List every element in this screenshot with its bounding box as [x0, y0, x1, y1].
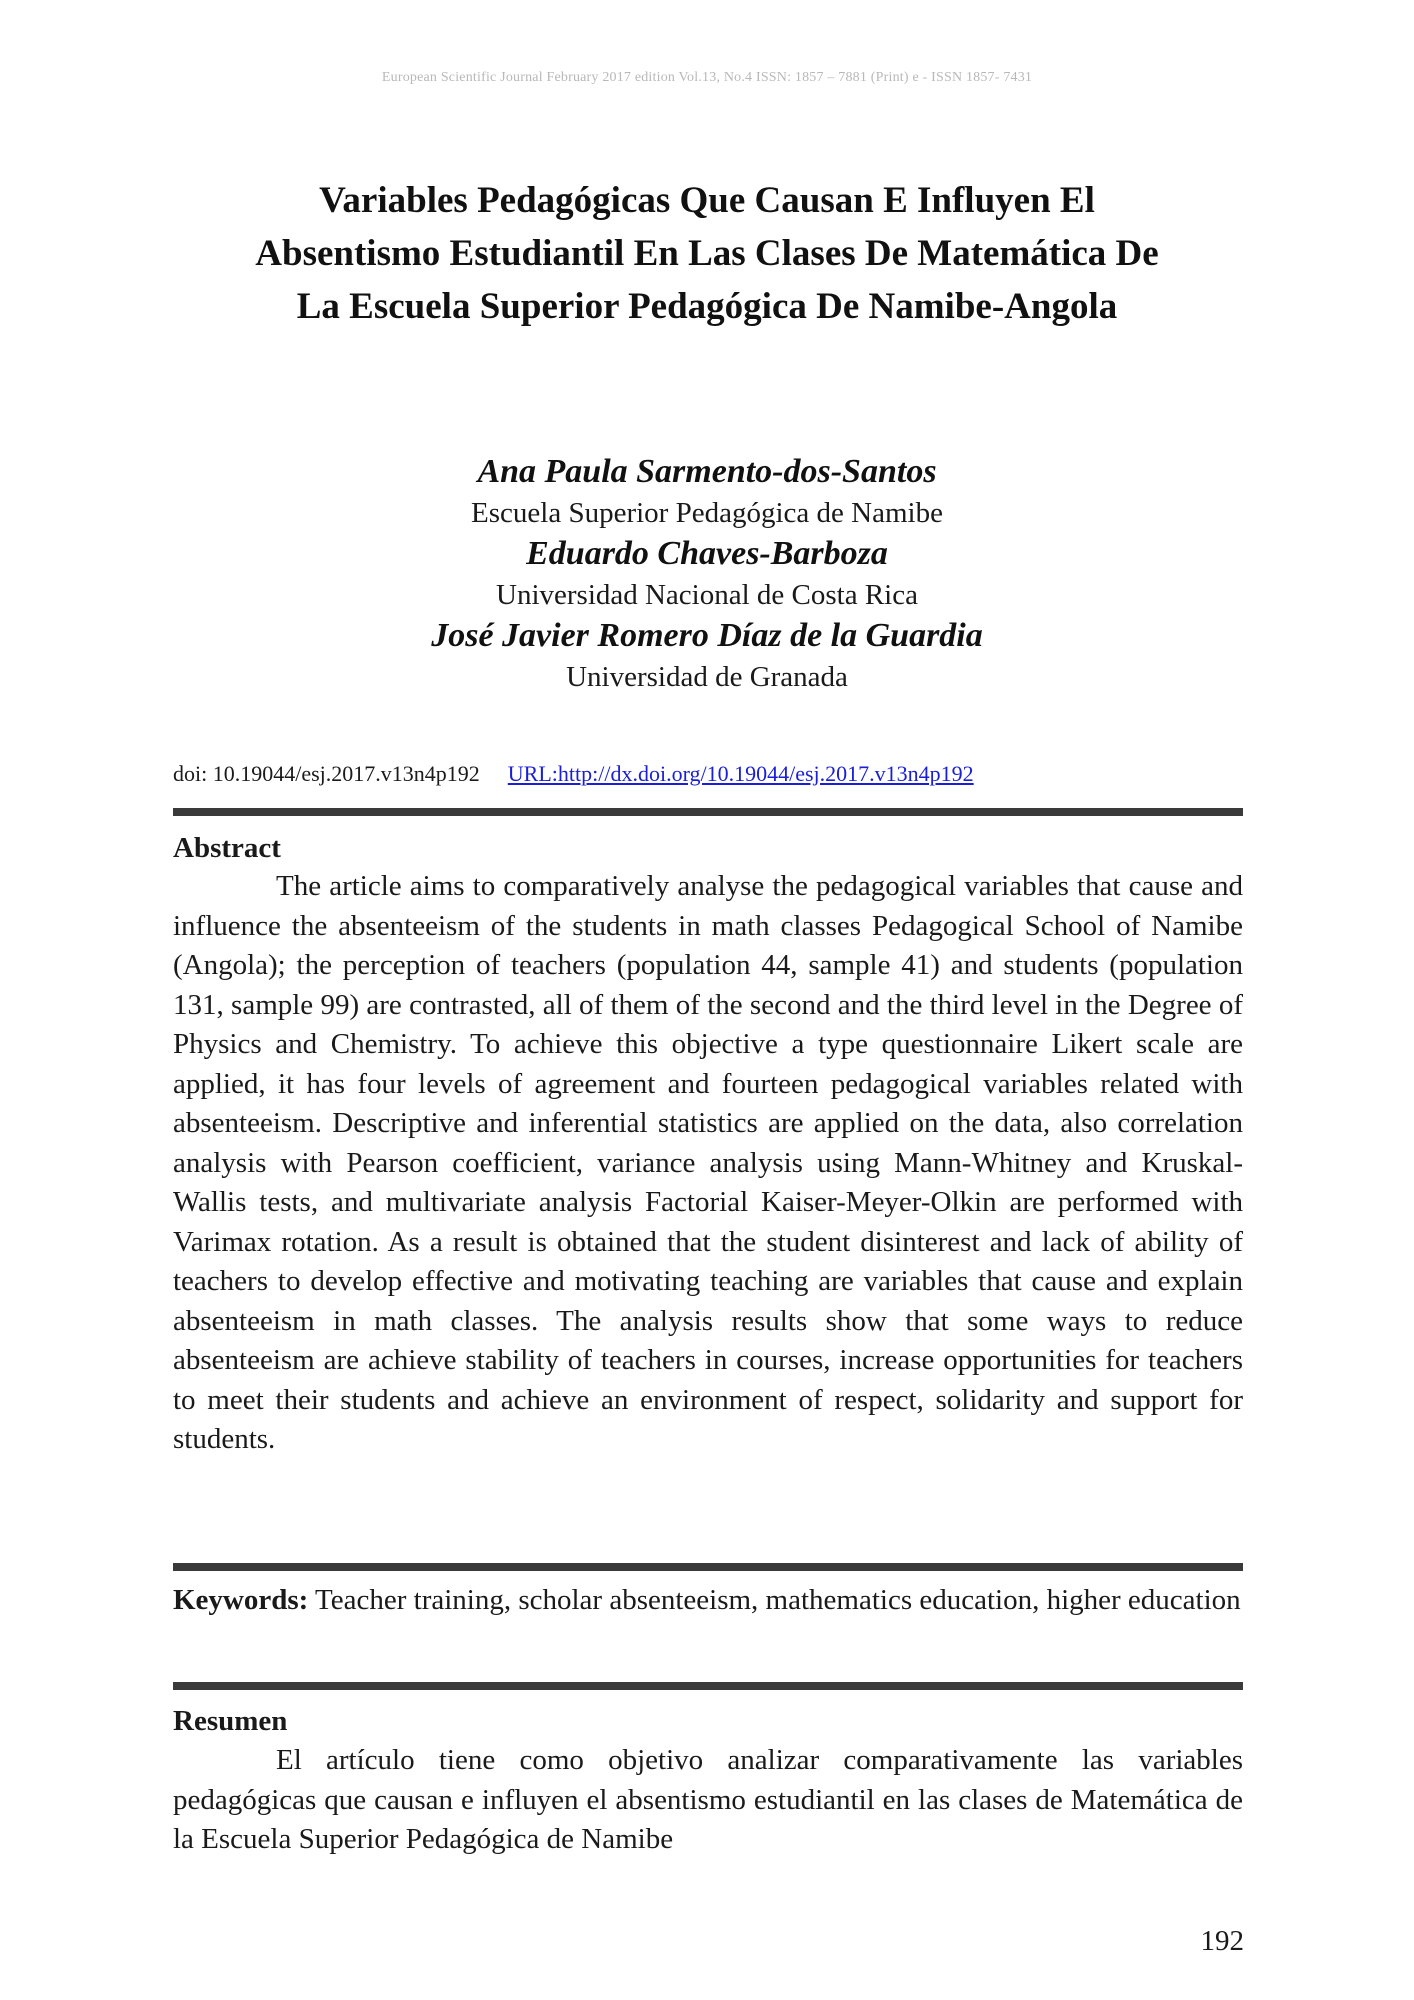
author-affiliation: Universidad Nacional de Costa Rica — [496, 579, 918, 611]
title-line-2: Absentismo Estudiantil En Las Clases De Matemática De — [255, 233, 1159, 274]
running-header: European Scientific Journal February 2017 edition Vol.13, No.4 ISSN: 1857 – 7881 (Print) e - ISSN 1857- 7431 — [381, 70, 1033, 85]
title-line-3: La Escuela Superior Pedagógica De Namibe-Angola — [296, 286, 1118, 327]
abstract-text: The article aims to comparatively analyse the pedagogical variables that cause and influence the absenteeism of the students in math classes Pedagogical School of Namibe (Angola); the perception of teachers (population 44, sample 41) and students (population 131, sample 99) are contrasted, all of them of the second and the third level in the Degree of Physics and Chemistry. To achieve this objective a type questionnaire Likert scale are applied, it has four levels of agreement and fourteen pedagogical variables related with absenteeism. Descriptive and inferential statistics are applied on the data, also correlation analysis with Pearson coefficient, variance analysis using Mann-Whitney and Kruskal-Wallis tests, and multivariate analysis Factorial Kaiser-Meyer-Olkin are performed with Varimax rotation. As a result is obtained that the student disinterest and lack of ability of teachers to develop effective and motivating teaching are variables that cause and explain absenteeism in math classes. The analysis results show that some ways to reduce absenteeism are achieve stability of teachers in courses, increase opportunities for teachers to meet their students and achieve an environment of respect, solidarity and support for students. — [173, 870, 1243, 1455]
section-divider — [173, 1682, 1243, 1690]
author-block — [0, 451, 1414, 697]
resumen-heading: Resumen — [173, 1705, 288, 1737]
paper-title — [150, 174, 1264, 333]
keywords — [173, 1581, 1243, 1621]
doi-url-link[interactable]: URL:http://dx.doi.org/10.19044/esj.2017.v13n4p192 — [507, 761, 974, 786]
author-affiliation: Universidad de Granada — [566, 661, 848, 693]
keywords-text: Teacher training, scholar absenteeism, mathematics education, higher education — [308, 1584, 1241, 1616]
title-line-1: Variables Pedagógicas Que Causan E Influyen El — [319, 180, 1095, 221]
section-divider — [173, 808, 1243, 816]
section-divider — [173, 1563, 1243, 1571]
abstract-heading: Abstract — [173, 832, 281, 864]
author-affiliation: Escuela Superior Pedagógica de Namibe — [471, 497, 943, 529]
keywords-label: Keywords: — [173, 1584, 309, 1616]
author-name: Eduardo Chaves-Barboza — [526, 535, 888, 572]
author-name: José Javier Romero Díaz de la Guardia — [431, 617, 983, 654]
page-number: 192 — [1200, 1925, 1244, 1957]
doi-text: doi: 10.19044/esj.2017.v13n4p192 — [173, 761, 480, 786]
author-name: Ana Paula Sarmento-dos-Santos — [477, 453, 937, 490]
doi-line — [173, 760, 974, 788]
resumen-text: El artículo tiene como objetivo analizar comparativamente las variables pedagógicas que causan e influyen el absentismo estudiantil en las clases de Matemática de la Escuela Superior Pedagógica de Namibe — [173, 1744, 1243, 1855]
